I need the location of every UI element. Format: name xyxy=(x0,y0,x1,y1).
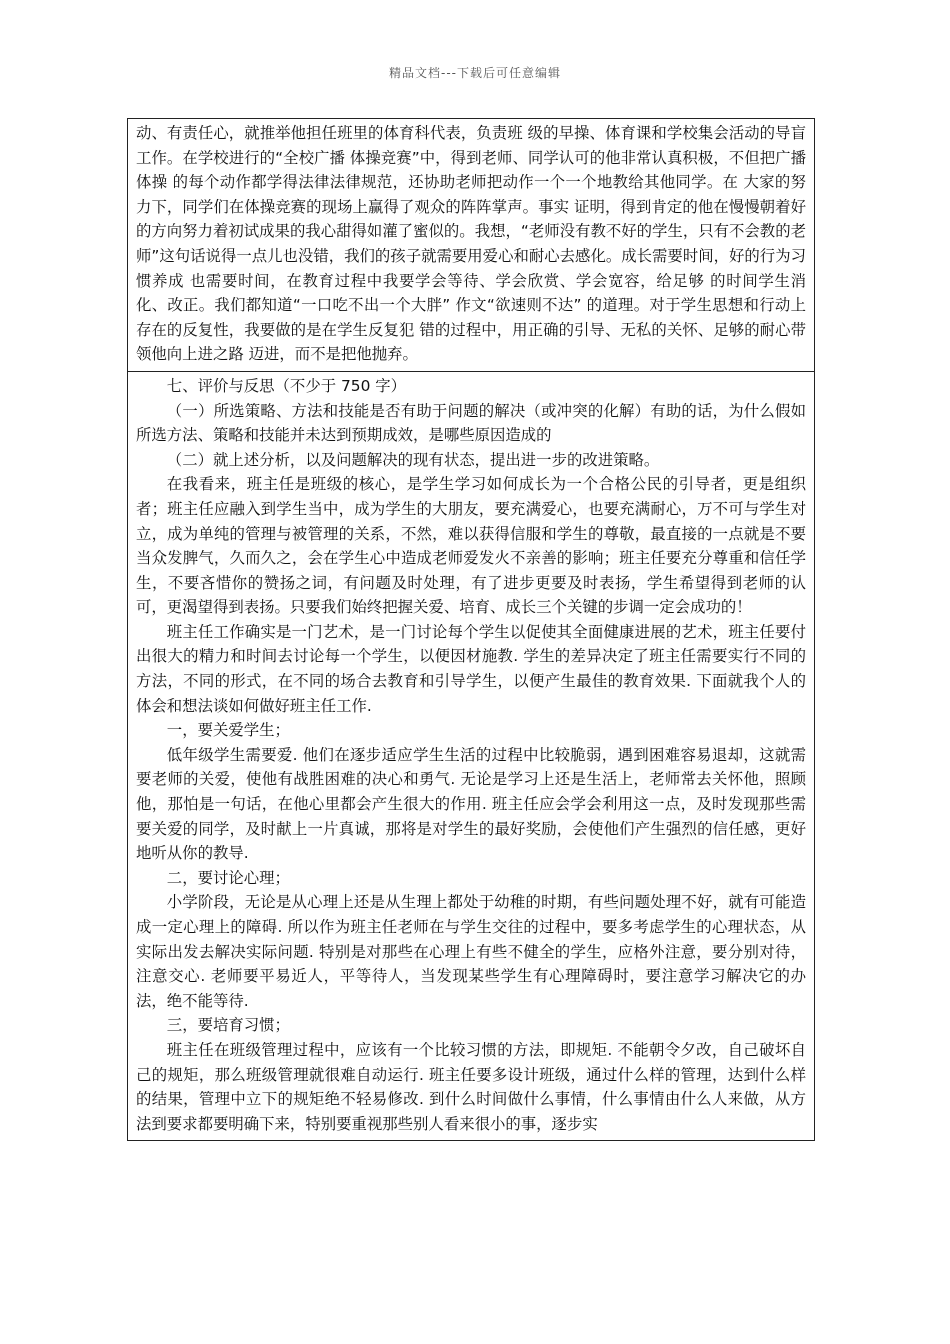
page-header: 精品文档---下载后可任意编辑 xyxy=(389,66,561,80)
document-table xyxy=(127,118,815,1141)
bottom-cell xyxy=(128,372,814,1140)
paragraph-5: 班主任在班级管理过程中，应该有一个比较习惯的方法，即规矩. 不能朝令夕改，自己破坏自己的规矩，那么班级管理就很难自动运行. 班主任要多设计班级，通过什么样的管理，达到什么样的结果，管理中立下的规矩绝不轻易修改. 到什么时间做什么事情，什么事情由什么人来做，从方法到要求都要明确下来，特别要重视那些别人看来很小的事，逐步实 xyxy=(136,1040,806,1133)
top-cell xyxy=(128,119,814,372)
heading-2: 二，要讨论心理； xyxy=(166,868,290,887)
paragraph-4: 小学阶段，无论是从心理上还是从生理上都处于幼稚的时期，有些问题处理不好，就有可能造成一定心理上的障碍. 所以作为班主任老师在与学生交往的过程中，要多考虑学生的心理状态，从实际出发去解决实际问题. 特别是对那些在心理上有些不健全的学生，应格外注意，要分别对待，注意交心. 老师要平易近人，平等待人，当发现某些学生有心理障碍时，要注意学习解决它的办法，绝不能等待. xyxy=(136,893,806,1010)
top-cell-paragraph: 动、有责任心，就推举他担任班里的体育科代表，负责班 级的早操、体育课和学校集会活动的导盲工作。在学校进行的“全校广播 体操竞赛”中，得到老师、同学认可的他非常认真积极，不但把广播体操 的每个动作都学得法律法律规范，还协助老师把动作一个一个地教给其他同学。在 大家的努力下，同学们在体操竞赛的现场上赢得了观众的阵阵掌声。事实 证明，得到肯定的他在慢慢朝着好的方向努力着初试成果的我心甜得如灌了蜜似的。我想，“老师没有教不好的学生，只有不会教的老师”这句话说得一点儿也没错，我们的孩子就需要用爱心和耐心去感化。成长需要时间，好的行为习惯养成 也需要时间，在教育过程中我要学会等待、学会欣赏、学会宽容，给足够 的时间学生消化、改正。我们都知道“一口吃不出一个大胖” 作文“欲速则不达” 的道理。对于学生思想和行动上存在的反复性，我要做的是在学生反复犯 错的过程中，用正确的引导、无私的关怀、足够的耐心带领他向上进之路 迈进，而不是把他抛弃。 xyxy=(136,124,806,364)
paragraph-2: 班主任工作确实是一门艺术，是一门讨论每个学生以促使其全面健康进展的艺术，班主任要付出很大的精力和时间去讨论每一个学生，以便因材施教. 学生的差异决定了班主任需要实行不同的方法，不同的形式，在不同的场合去教育和引导学生，以便产生最佳的教育效果. 下面就我个人的体会和想法谈如何做好班主任工作. xyxy=(136,622,806,715)
heading-3: 三，要培育习惯； xyxy=(166,1016,290,1035)
heading-1: 一，要关爱学生； xyxy=(166,721,290,740)
prompt-1: （一）所选策略、方法和技能是否有助于问题的解决（或冲突的化解）有助的话，为什么假如所选方法、策略和技能并未达到预期成效，是哪些原因造成的 xyxy=(136,401,806,445)
paragraph-1: 在我看来，班主任是班级的核心，是学生学习如何成长为一个合格公民的引导者，更是组织者；班主任应融入到学生当中，成为学生的大朋友，要充满爱心，也要充满耐心，万不可与学生对立，成为单纯的管理与被管理的关系，不然，难以获得信服和学生的尊敬，最直接的一点就是不要当众发脾气，久而久之，会在学生心中造成老师爱发火不亲善的影响；班主任要充分尊重和信任学生，不要吝惜你的赞扬之词，有问题及时处理，有了进步更要及时表扬，学生希望得到老师的认可，更渴望得到表扬。只要我们始终把握关爱、培育、成长三个关键的步调一定会成功的！ xyxy=(136,475,806,617)
prompt-2: （二）就上述分析，以及问题解决的现有状态，提出进一步的改进策略。 xyxy=(166,450,660,469)
paragraph-3: 低年级学生需要爱. 他们在逐步适应学生生活的过程中比较脆弱，遇到困难容易退却，这就需要老师的关爱，使他有战胜困难的决心和勇气. 无论是学习上还是生活上，老师常去关怀他，照顾他，那怕是一句话，在他心里都会产生很大的作用. 班主任应会学会利用这一点，及时发现那些需要关爱的同学，及时献上一片真诚，那将是对学生的最好奖励，会使他们产生强烈的信任感，更好地听从你的教导. xyxy=(136,745,806,863)
section-title: 七、评价与反思（不少于 750 字） xyxy=(166,376,407,395)
